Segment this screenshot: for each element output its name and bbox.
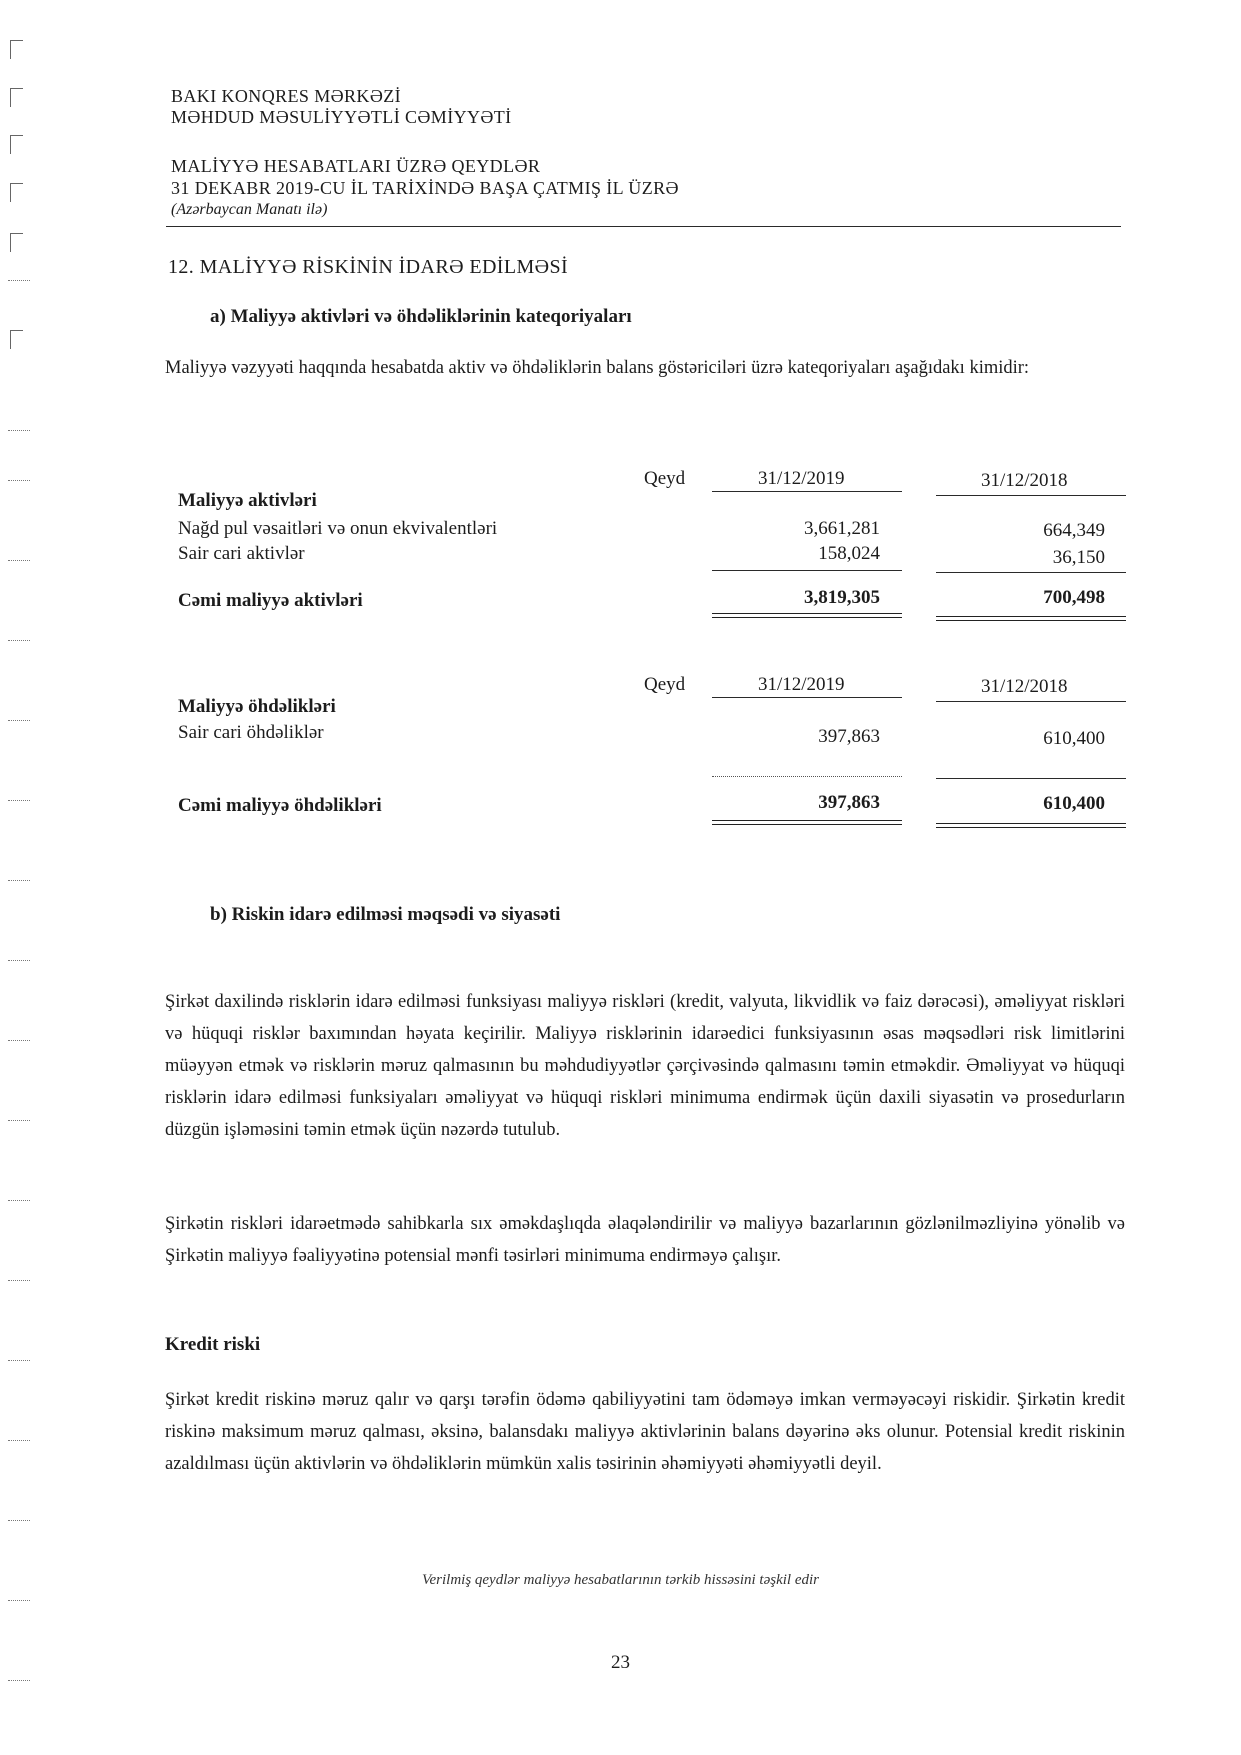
margin-mark (8, 1600, 30, 1601)
assets-total-double-rule-2018 (936, 616, 1126, 621)
margin-mark (8, 640, 30, 641)
margin-mark (8, 1280, 30, 1281)
margin-mark (8, 1360, 30, 1361)
liabilities-total-double-rule-2018 (936, 823, 1126, 828)
col-2019-header: 31/12/2019 (758, 468, 845, 489)
margin-mark (8, 1520, 30, 1521)
liabilities-total-2018: 610,400 (1043, 793, 1105, 814)
report-title-line1: MALİYYƏ HESABATLARI ÜZRƏ QEYDLƏR (171, 156, 541, 176)
credit-risk-paragraph: Şirkət kredit riskinə məruz qalır və qarşı tərəfin ödəmə qabiliyyətini tam ödəməyə imkan verməyəcəyi riskidir. Şirkətin kredit riskinə maksimum məruz qalması, əksinə, balansdakı maliyyə aktivlərinin balans dəyərinə əks olunur. Potensial kredit riskinin azaldılması üçün aktivlərin və öhdəliklərin mümkün xalis təsirinin əhəmiyyəti əhəmiyyətli deyil. (165, 1390, 1125, 1474)
margin-mark (8, 1680, 30, 1681)
section-title: 12. MALİYYƏ RİSKİNİN İDARƏ EDİLMƏSİ (168, 256, 569, 278)
assets-group-label: Maliyyə aktivləri (178, 490, 317, 511)
margin-bracket (10, 330, 23, 349)
header-rule (166, 226, 1121, 227)
assets-row-value-2018: 36,150 (1052, 547, 1105, 568)
col-note-header: Qeyd (644, 674, 686, 695)
col-2018-header: 31/12/2018 (981, 470, 1068, 491)
margin-bracket (10, 40, 23, 59)
col-2019-header-rule (712, 491, 902, 492)
margin-mark (8, 280, 30, 281)
liabilities-group-label: Maliyyə öhdəlikləri (178, 696, 336, 717)
col-2018-header-rule (936, 495, 1126, 496)
assets-row-label: Sair cari aktivlər (178, 543, 305, 564)
margin-bracket (10, 233, 23, 252)
margin-mark (8, 960, 30, 961)
liabilities-total-double-rule-2019 (712, 820, 902, 825)
margin-mark (8, 1440, 30, 1441)
subsection-a-heading: a) Maliyyə aktivləri və öhdəliklərinin kateqoriyaları (210, 306, 632, 327)
company-name-line1: BAKI KONQRES MƏRKƏZİ (171, 86, 402, 106)
intro-paragraph: Maliyyə vəzyyəti haqqında hesabatda aktiv və öhdəliklərin balans göstəriciləri üzrə kateqoriyaları aşağıdakı kimidir: (165, 358, 1030, 378)
assets-total-2019: 3,819,305 (804, 587, 880, 608)
assets-total-double-rule-2019 (712, 613, 902, 618)
col-note-header: Qeyd (644, 468, 686, 489)
currency-note: (Azərbaycan Manatı ilə) (171, 201, 328, 218)
margin-mark (8, 880, 30, 881)
margin-bracket (10, 183, 23, 202)
col-2018-header-rule (936, 701, 1126, 702)
assets-subtotal-rule-2018 (936, 572, 1126, 573)
liabilities-row-value-2019: 397,863 (818, 726, 880, 747)
margin-mark (8, 1200, 30, 1201)
assets-row-label: Nağd pul vəsaitləri və onun ekvivalentləri (178, 518, 498, 539)
col-2019-header: 31/12/2019 (758, 674, 845, 695)
margin-mark (8, 1040, 30, 1041)
liabilities-subtotal-rule-2019 (712, 776, 902, 777)
liabilities-row-value-2018: 610,400 (1043, 728, 1105, 749)
assets-total-label: Cəmi maliyyə aktivləri (178, 590, 363, 611)
report-title-line2: 31 DEKABR 2019-CU İL TARİXİNDƏ BAŞA ÇATMIŞ İL ÜZRƏ (171, 178, 679, 198)
margin-bracket (10, 135, 23, 154)
assets-row-value-2019: 158,024 (818, 543, 880, 564)
assets-row-value-2018: 664,349 (1043, 520, 1105, 541)
page-number: 23 (611, 1652, 630, 1673)
company-name-line2: MƏHDUD MƏSULİYYƏTLİ CƏMİYYƏTİ (171, 107, 512, 127)
assets-total-2018: 700,498 (1043, 587, 1105, 608)
col-2019-header-rule (712, 697, 902, 698)
liabilities-total-2019: 397,863 (818, 792, 880, 813)
assets-row-value-2019: 3,661,281 (804, 518, 880, 539)
margin-mark (8, 480, 30, 481)
risk-policy-paragraph-1: Şirkət daxilində risklərin idarə edilməsi funksiyası maliyyə riskləri (kredit, valyuta, likvidlik və faiz dərəcəsi), əməliyyat riskləri və hüquqi risklər baxımından həyata keçirilir. Maliyyə risklərinin idarəedici funksiyasının əsas məqsədləri risk limitlərini müəyyən etmək və risklərin məruz qalmasının bu məhdudiyyətlər çərçivəsində qalmasını təmin etməkdir. Əməliyyat və hüquqi risklərin idarə edilməsi funksiyaları əməliyyat və hüquqi riskləri minimuma endirmək üçün daxili siyasətin və prosedurların düzgün işləməsini təmin etmək üçün nəzərdə tutulub. (165, 992, 1125, 1140)
assets-subtotal-rule-2019 (712, 570, 902, 571)
margin-mark (8, 560, 30, 561)
margin-bracket (10, 88, 23, 107)
footer-note: Verilmiş qeydlər maliyyə hesabatlarının tərkib hissəsini təşkil edir (421, 1572, 820, 1588)
margin-mark (8, 430, 30, 431)
subsection-b-heading: b) Riskin idarə edilməsi məqsədi və siyasəti (210, 904, 561, 925)
credit-risk-heading: Kredit riski (165, 1334, 261, 1355)
liabilities-total-label: Cəmi maliyyə öhdəlikləri (178, 795, 382, 816)
liabilities-row-label: Sair cari öhdəliklər (178, 722, 324, 743)
margin-mark (8, 720, 30, 721)
risk-policy-paragraph-2: Şirkətin riskləri idarəetmədə sahibkarla sıx əməkdaşlıqda əlaqələndirilir və maliyyə bazarlarının gözlənilməzliyinə yönəlib və Şirkətin maliyyə fəaliyyətinə potensial mənfi təsirləri minimuma endirməyə çalışır. (165, 1214, 1125, 1266)
margin-mark (8, 800, 30, 801)
col-2018-header: 31/12/2018 (981, 676, 1068, 697)
margin-mark (8, 1120, 30, 1121)
liabilities-subtotal-rule-2018 (936, 778, 1126, 779)
